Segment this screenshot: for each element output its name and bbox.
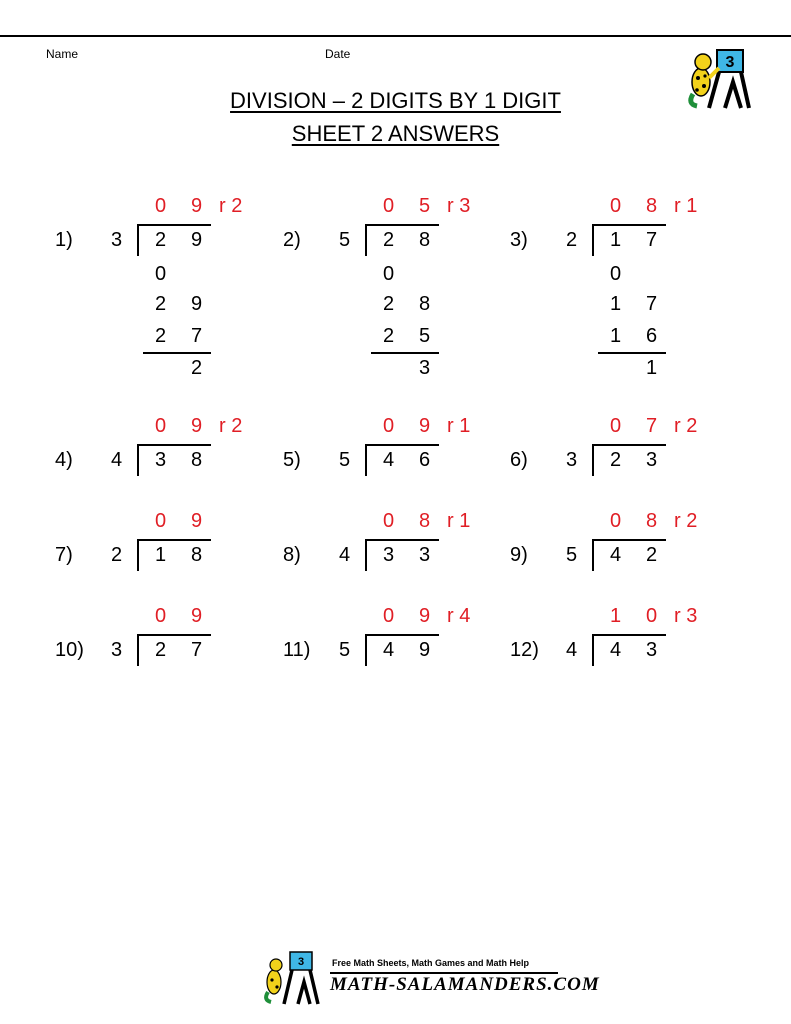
page-title (0, 88, 791, 114)
dividend-digit: 4 (383, 639, 395, 661)
remainder-answer: r 4 (447, 605, 471, 627)
work-subtract: 1 (610, 325, 622, 347)
dividend-digit: 4 (610, 639, 622, 661)
remainder-answer: r 2 (219, 195, 243, 217)
quotient-digit: 9 (191, 195, 203, 217)
quotient-digit: 0 (155, 415, 167, 437)
dividend-digit: 3 (646, 449, 658, 471)
remainder-answer: r 2 (219, 415, 243, 437)
work-bring-down: 2 (383, 293, 395, 315)
work-remainder: 2 (191, 357, 203, 379)
dividend-digit: 1 (155, 544, 167, 566)
problem-number: 4) (55, 449, 73, 471)
quotient-digit: 0 (155, 195, 167, 217)
quotient-digit: 0 (646, 605, 658, 627)
divisor: 2 (566, 229, 578, 251)
work-subtract-line (371, 352, 439, 354)
footer-tagline: Free Math Sheets, Math Games and Math Help (332, 958, 530, 968)
logo-easel (709, 72, 749, 108)
divisor: 4 (111, 449, 123, 471)
work-bring-down: 8 (419, 293, 431, 315)
problem-number: 5) (283, 449, 301, 471)
division-bracket-vertical (137, 444, 139, 476)
division-bracket-top (592, 634, 666, 636)
divisor: 5 (339, 229, 351, 251)
work-subtract: 6 (646, 325, 658, 347)
quotient-digit: 7 (646, 415, 658, 437)
division-bracket-top (592, 444, 666, 446)
work-first-step: 0 (610, 263, 622, 285)
divisor: 4 (566, 639, 578, 661)
quotient-digit: 0 (610, 415, 622, 437)
dividend-digit: 8 (191, 449, 203, 471)
work-bring-down: 1 (610, 293, 622, 315)
work-subtract: 7 (191, 325, 203, 347)
problem-number: 2) (283, 229, 301, 251)
division-bracket-vertical (365, 634, 367, 666)
division-bracket-top (137, 224, 211, 226)
footer-badge-number: 3 (297, 956, 305, 968)
work-subtract: 2 (383, 325, 395, 347)
dividend-digit: 4 (383, 449, 395, 471)
problem-number: 6) (510, 449, 528, 471)
dividend-digit: 4 (610, 544, 622, 566)
quotient-digit: 8 (646, 510, 658, 532)
quotient-digit: 9 (191, 415, 203, 437)
divisor: 5 (339, 449, 351, 471)
remainder-answer: r 2 (674, 510, 698, 532)
division-bracket-top (365, 224, 439, 226)
division-bracket-top (365, 444, 439, 446)
dividend-digit: 2 (155, 229, 167, 251)
divisor: 2 (111, 544, 123, 566)
page-title-text: DIVISION – 2 DIGITS BY 1 DIGIT (230, 88, 561, 113)
dividend-digit: 7 (191, 639, 203, 661)
remainder-answer: r 1 (674, 195, 698, 217)
work-subtract-line (143, 352, 211, 354)
divisor: 4 (339, 544, 351, 566)
footer-logo (260, 950, 326, 1006)
division-bracket-top (365, 634, 439, 636)
dividend-digit: 2 (610, 449, 622, 471)
quotient-digit: 5 (419, 195, 431, 217)
quotient-digit: 8 (646, 195, 658, 217)
division-bracket-vertical (592, 539, 594, 571)
problem-number: 10) (55, 639, 84, 661)
work-remainder: 3 (419, 357, 431, 379)
division-problem (55, 600, 285, 800)
quotient-digit: 0 (383, 605, 395, 627)
quotient-digit: 8 (419, 510, 431, 532)
division-bracket-top (592, 224, 666, 226)
logo-salamander-body (692, 68, 710, 96)
remainder-answer: r 3 (447, 195, 471, 217)
division-bracket-top (365, 539, 439, 541)
quotient-digit: 9 (419, 605, 431, 627)
divisor: 3 (111, 639, 123, 661)
quotient-digit: 1 (610, 605, 622, 627)
problem-number: 1) (55, 229, 73, 251)
dividend-digit: 6 (419, 449, 431, 471)
dividend-digit: 8 (191, 544, 203, 566)
quotient-digit: 0 (610, 510, 622, 532)
work-subtract: 2 (155, 325, 167, 347)
problem-number: 9) (510, 544, 528, 566)
division-bracket-vertical (592, 634, 594, 666)
footer (260, 950, 600, 1006)
footer-brand: MATH-SALAMANDERS.COM (330, 974, 600, 995)
dividend-digit: 9 (191, 229, 203, 251)
quotient-digit: 9 (191, 605, 203, 627)
divisor: 5 (339, 639, 351, 661)
work-remainder: 1 (646, 357, 658, 379)
quotient-digit: 0 (155, 510, 167, 532)
work-first-step: 0 (383, 263, 395, 285)
division-bracket-top (137, 539, 211, 541)
dividend-digit: 1 (610, 229, 622, 251)
problem-number: 8) (283, 544, 301, 566)
division-bracket-vertical (365, 224, 367, 256)
dividend-digit: 2 (383, 229, 395, 251)
division-bracket-vertical (137, 224, 139, 256)
page-subtitle (0, 121, 791, 147)
division-problem (283, 190, 513, 390)
division-problem (510, 600, 740, 800)
dividend-digit: 9 (419, 639, 431, 661)
work-first-step: 0 (155, 263, 167, 285)
logo-salamander-head (695, 54, 711, 70)
remainder-answer: r 1 (447, 415, 471, 437)
division-problem (283, 600, 513, 800)
remainder-answer: r 1 (447, 510, 471, 532)
quotient-digit: 0 (383, 510, 395, 532)
dividend-digit: 3 (155, 449, 167, 471)
dividend-digit: 2 (155, 639, 167, 661)
page-subtitle-text: SHEET 2 ANSWERS (291, 121, 500, 146)
problem-number: 3) (510, 229, 528, 251)
top-rule (0, 35, 791, 37)
division-bracket-vertical (137, 539, 139, 571)
dividend-digit: 8 (419, 229, 431, 251)
division-bracket-vertical (137, 634, 139, 666)
divisor: 3 (111, 229, 123, 251)
quotient-digit: 0 (610, 195, 622, 217)
quotient-digit: 0 (383, 195, 395, 217)
work-bring-down: 9 (191, 293, 203, 315)
division-bracket-vertical (592, 224, 594, 256)
math-salamanders-logo (683, 48, 753, 110)
division-problem (510, 190, 740, 390)
remainder-answer: r 2 (674, 415, 698, 437)
division-problem (55, 190, 285, 390)
problem-number: 7) (55, 544, 73, 566)
logo-badge-number: 3 (725, 54, 735, 71)
remainder-answer: r 3 (674, 605, 698, 627)
division-bracket-top (137, 634, 211, 636)
dividend-digit: 3 (646, 639, 658, 661)
quotient-digit: 9 (419, 415, 431, 437)
quotient-digit: 9 (191, 510, 203, 532)
divisor: 5 (566, 544, 578, 566)
quotient-digit: 0 (383, 415, 395, 437)
division-bracket-vertical (365, 444, 367, 476)
division-bracket-vertical (592, 444, 594, 476)
divisor: 3 (566, 449, 578, 471)
work-bring-down: 7 (646, 293, 658, 315)
division-bracket-vertical (365, 539, 367, 571)
dividend-digit: 7 (646, 229, 658, 251)
work-bring-down: 2 (155, 293, 167, 315)
quotient-digit: 0 (155, 605, 167, 627)
work-subtract-line (598, 352, 666, 354)
work-subtract: 5 (419, 325, 431, 347)
dividend-digit: 2 (646, 544, 658, 566)
problem-number: 12) (510, 639, 539, 661)
date-label: Date (325, 47, 351, 61)
dividend-digit: 3 (383, 544, 395, 566)
division-bracket-top (137, 444, 211, 446)
dividend-digit: 3 (419, 544, 431, 566)
name-label: Name (46, 47, 79, 61)
problem-number: 11) (283, 639, 311, 661)
division-bracket-top (592, 539, 666, 541)
